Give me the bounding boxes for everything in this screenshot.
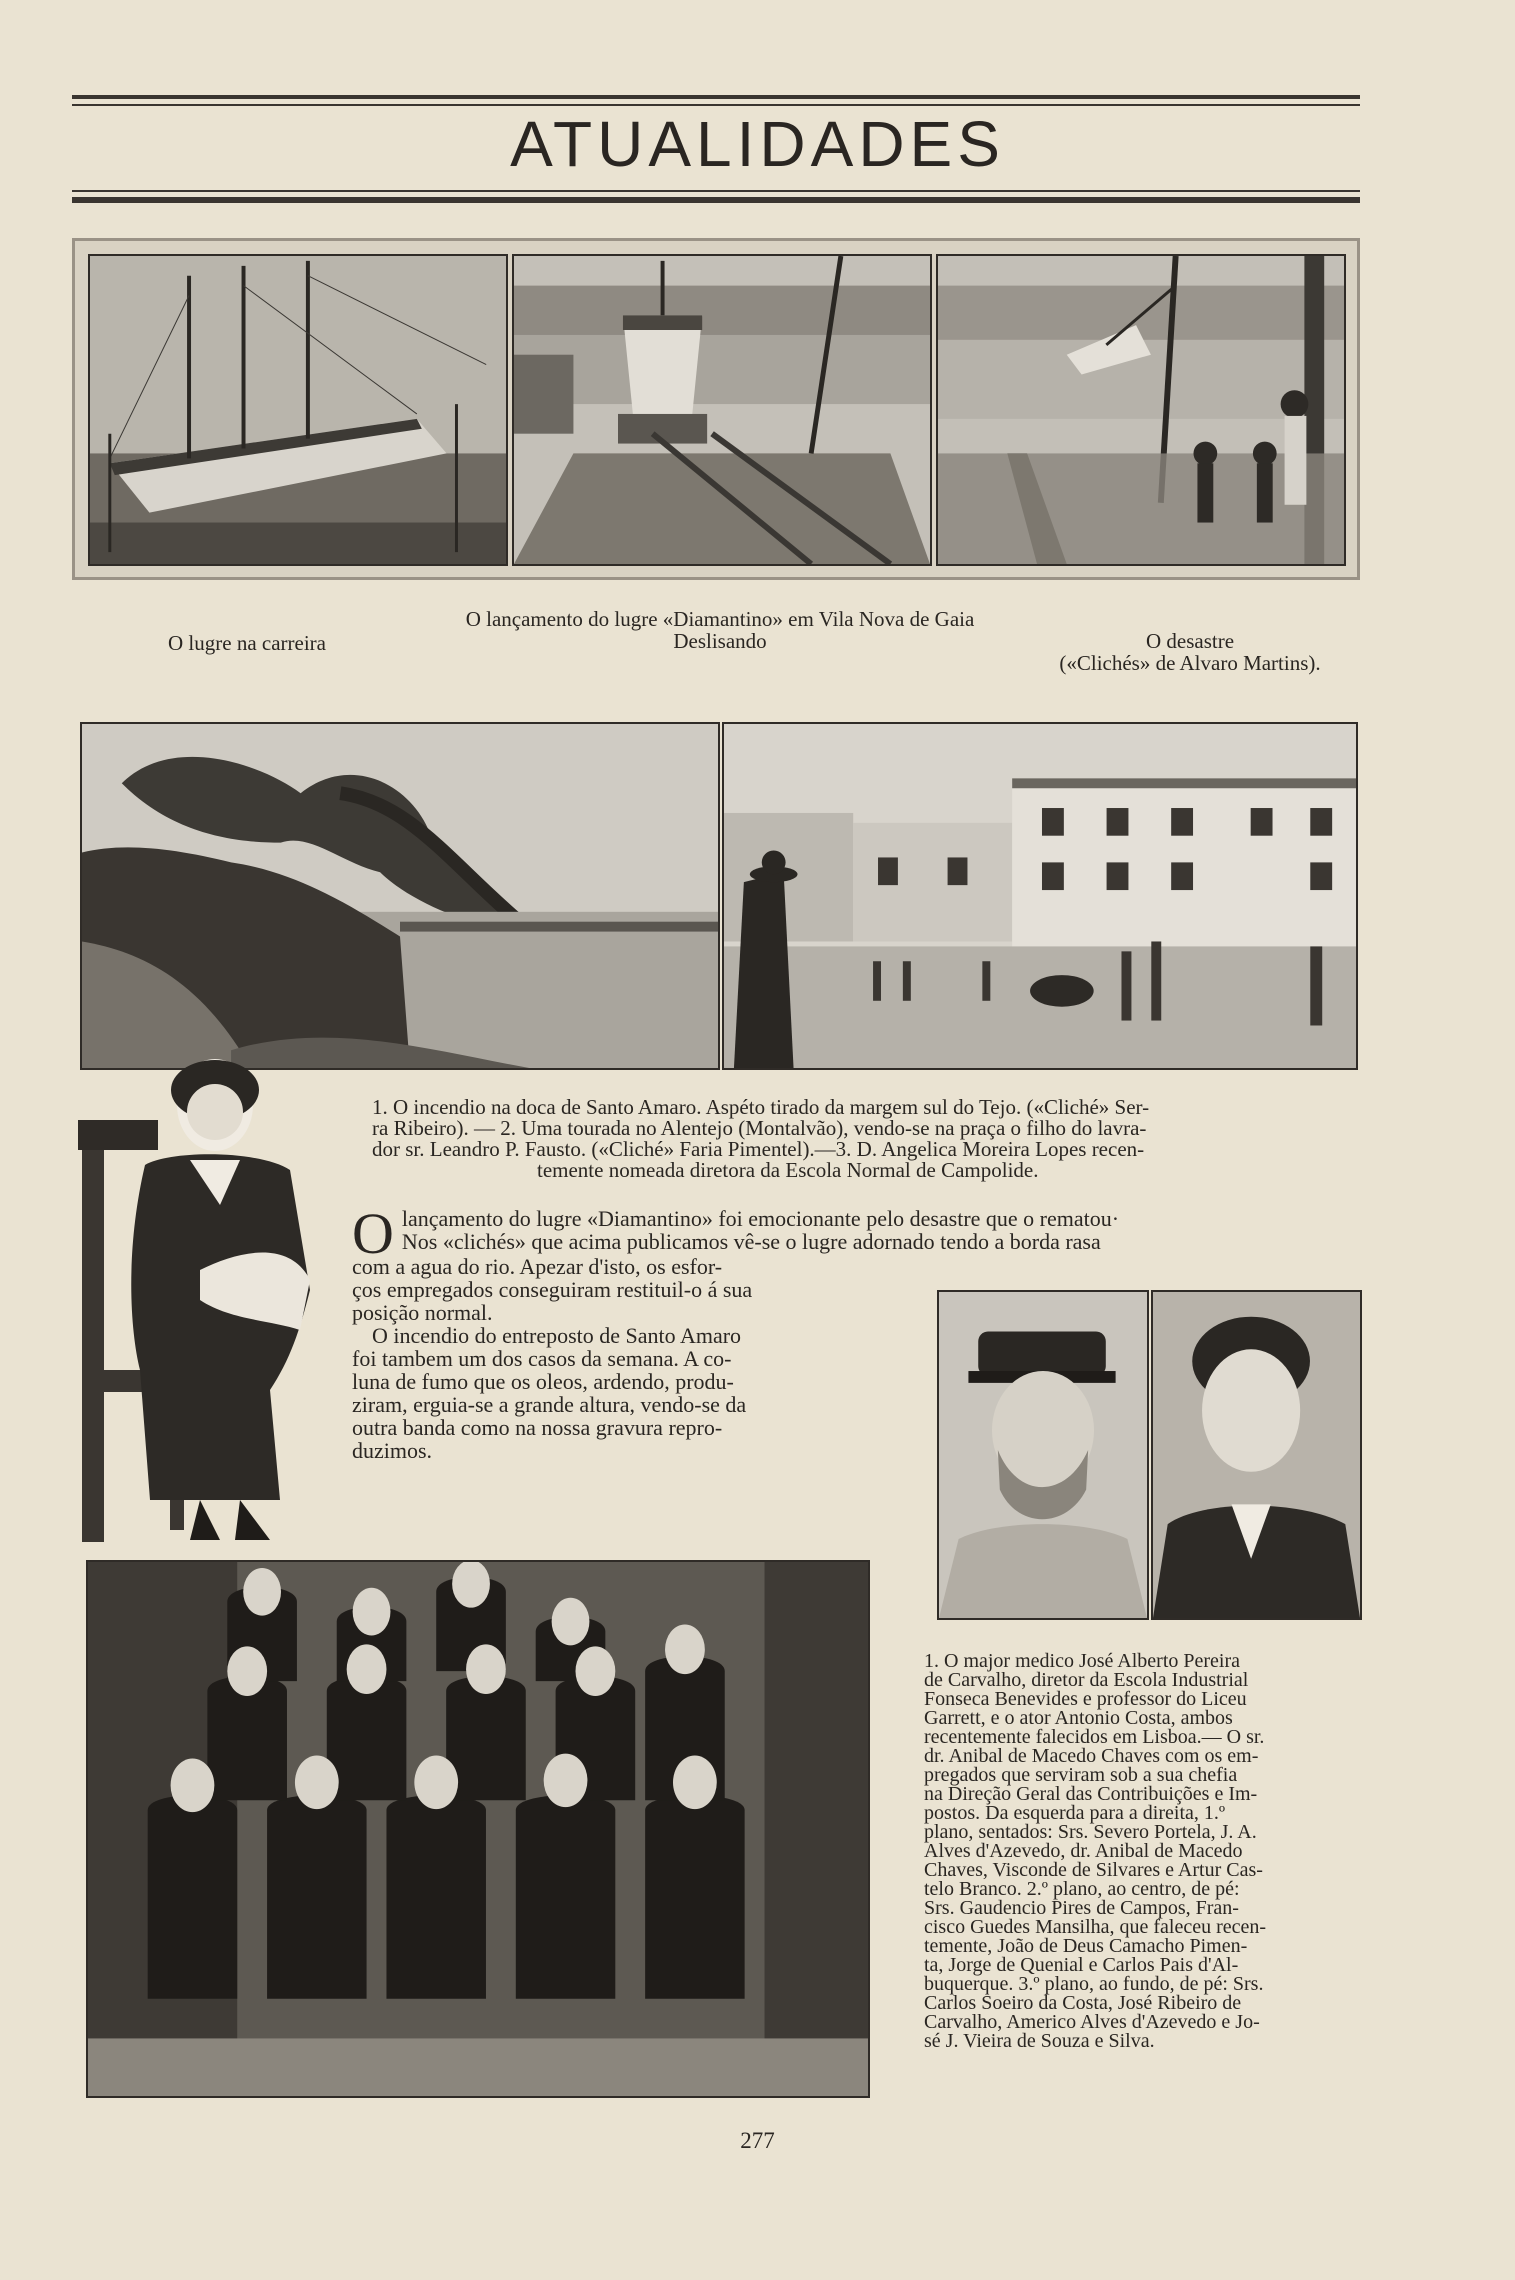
page-number: 277 bbox=[740, 2128, 775, 2153]
photo-bullfight bbox=[722, 722, 1358, 1070]
article-line2: Nos «clichés» que acima publicamos vê-se o lugre adornado tendo a borda rasa bbox=[401, 1229, 1101, 1254]
caption-group-line19: Carlos Soeiro da Costa, José Ribeiro de bbox=[924, 1992, 1242, 2014]
article-col-line8: outra banda como na nossa gravura repro- bbox=[352, 1415, 723, 1440]
caption-group-line10: plano, sentados: Srs. Severo Portela, J. A. bbox=[924, 1821, 1257, 1843]
caption-group-line18: buquerque. 3.º plano, ao fundo, de pé: Srs. bbox=[924, 1973, 1264, 1995]
caption-group-line4: Garrett, e o ator Antonio Costa, ambos bbox=[924, 1707, 1233, 1729]
photo-seated-woman bbox=[70, 1030, 350, 1550]
caption-ship-launching-line1: O lançamento do lugre «Diamantino» em Vila Nova de Gaia bbox=[465, 607, 975, 631]
article-col-line2: ços empregados conseguiram restituil-o á sua bbox=[352, 1277, 753, 1302]
caption-ship-capsized-line1: O desastre bbox=[1145, 629, 1235, 653]
article-line1: lançamento do lugre «Diamantino» foi emocionante pelo desastre que o rematou· bbox=[401, 1206, 1120, 1231]
caption-group-line6: dr. Anibal de Macedo Chaves com os em- bbox=[924, 1745, 1259, 1767]
article-column bbox=[352, 1255, 874, 1462]
article-col-line9: duzimos. bbox=[352, 1438, 433, 1463]
caption-ship-capsized bbox=[1020, 630, 1360, 674]
photo-portrait-major bbox=[937, 1290, 1149, 1620]
caption-group-line17: ta, Jorge de Quenial e Carlos Pais d'Al- bbox=[924, 1954, 1239, 1976]
masthead-rule-top-thin bbox=[72, 104, 1360, 106]
caption-group-line16: temente, João de Deus Camacho Pimen- bbox=[924, 1935, 1248, 1957]
caption-fire-line3: dor sr. Leandro P. Fausto. («Cliché» Faria Pimentel).—3. D. Angelica Moreira Lopes recen- bbox=[372, 1137, 1145, 1161]
caption-fire-line2: ra Ribeiro). — 2. Uma tourada no Alentejo (Montalvão), vendo-se na praça o filho do lavra- bbox=[372, 1116, 1147, 1140]
caption-group-line1: 1. O major medico José Alberto Pereira bbox=[924, 1650, 1241, 1672]
caption-ship-launching bbox=[380, 608, 1060, 652]
caption-group-line21: sé J. Vieira de Souza e Silva. bbox=[924, 2030, 1155, 2052]
article-col-line7: ziram, erguia-se a grande altura, vendo-se da bbox=[352, 1392, 747, 1417]
article-col-line5: foi tambem um dos casos da semana. A co- bbox=[352, 1346, 732, 1371]
caption-fire-line4: temente nomeada diretora da Escola Normal de Campolide. bbox=[537, 1158, 1039, 1182]
masthead-rule-top bbox=[72, 95, 1360, 99]
caption-group-line11: Alves d'Azevedo, dr. Anibal de Macedo bbox=[924, 1840, 1243, 1862]
caption-group-line12: Chaves, Visconde de Silvares e Artur Cas- bbox=[924, 1859, 1263, 1881]
photo-ship-on-slipway bbox=[88, 254, 508, 566]
caption-fire-line1: 1. O incendio na doca de Santo Amaro. Aspéto tirado da margem sul do Tejo. («Cliché» Ser- bbox=[372, 1095, 1150, 1119]
photo-group-officials bbox=[86, 1560, 870, 2098]
caption-group-line9: postos. Da esquerda para a direita, 1.º bbox=[924, 1802, 1226, 1824]
caption-fire-bullfight bbox=[372, 1097, 1362, 1181]
caption-group-line15: cisco Guedes Mansilha, que faleceu recen- bbox=[924, 1916, 1267, 1938]
article-col-line1: com a agua do rio. Apezar d'isto, os esfor- bbox=[352, 1254, 723, 1279]
photo-dock-fire bbox=[80, 722, 720, 1070]
photo-ship-capsized bbox=[936, 254, 1346, 566]
caption-group-line5: recentemente falecidos em Lisboa.— O sr. bbox=[924, 1726, 1265, 1748]
article-col-line3: posição normal. bbox=[352, 1300, 493, 1325]
caption-group-line20: Carvalho, Americo Alves d'Azevedo e Jo- bbox=[924, 2011, 1260, 2033]
caption-ship-capsized-line2: («Clichés» de Alvaro Martins). bbox=[1059, 651, 1321, 675]
photo-ship-launching bbox=[512, 254, 932, 566]
article-col-line4: O incendio do entreposto de Santo Amaro bbox=[372, 1323, 742, 1348]
masthead-rule-bottom bbox=[72, 197, 1360, 203]
caption-group-line2: de Carvalho, diretor da Escola Industrial bbox=[924, 1669, 1249, 1691]
article-col-line6: luna de fumo que os oleos, ardendo, produ- bbox=[352, 1369, 734, 1394]
caption-group-line7: pregados que serviram sob a sua chefia bbox=[924, 1764, 1238, 1786]
caption-group-line8: na Direção Geral das Contribuições e Im- bbox=[924, 1783, 1258, 1805]
caption-ship-launching-line2: Deslisando bbox=[673, 629, 767, 653]
photo-portrait-actor bbox=[1151, 1290, 1362, 1620]
caption-portraits-group bbox=[924, 1652, 1364, 2051]
masthead-title: ATUALIDADES bbox=[510, 108, 1005, 180]
article-body bbox=[352, 1201, 1367, 1266]
caption-group-line13: telo Branco. 2.º plano, ao centro, de pé: bbox=[924, 1878, 1240, 1900]
caption-ship-on-slipway: O lugre na carreira bbox=[168, 631, 326, 655]
masthead-rule-bottom-thin bbox=[72, 190, 1360, 192]
caption-group-line3: Fonseca Benevides e professor do Liceu bbox=[924, 1688, 1247, 1710]
article-dropcap: O bbox=[352, 1201, 394, 1266]
caption-group-line14: Srs. Gaudencio Pires de Campos, Fran- bbox=[924, 1897, 1239, 1919]
